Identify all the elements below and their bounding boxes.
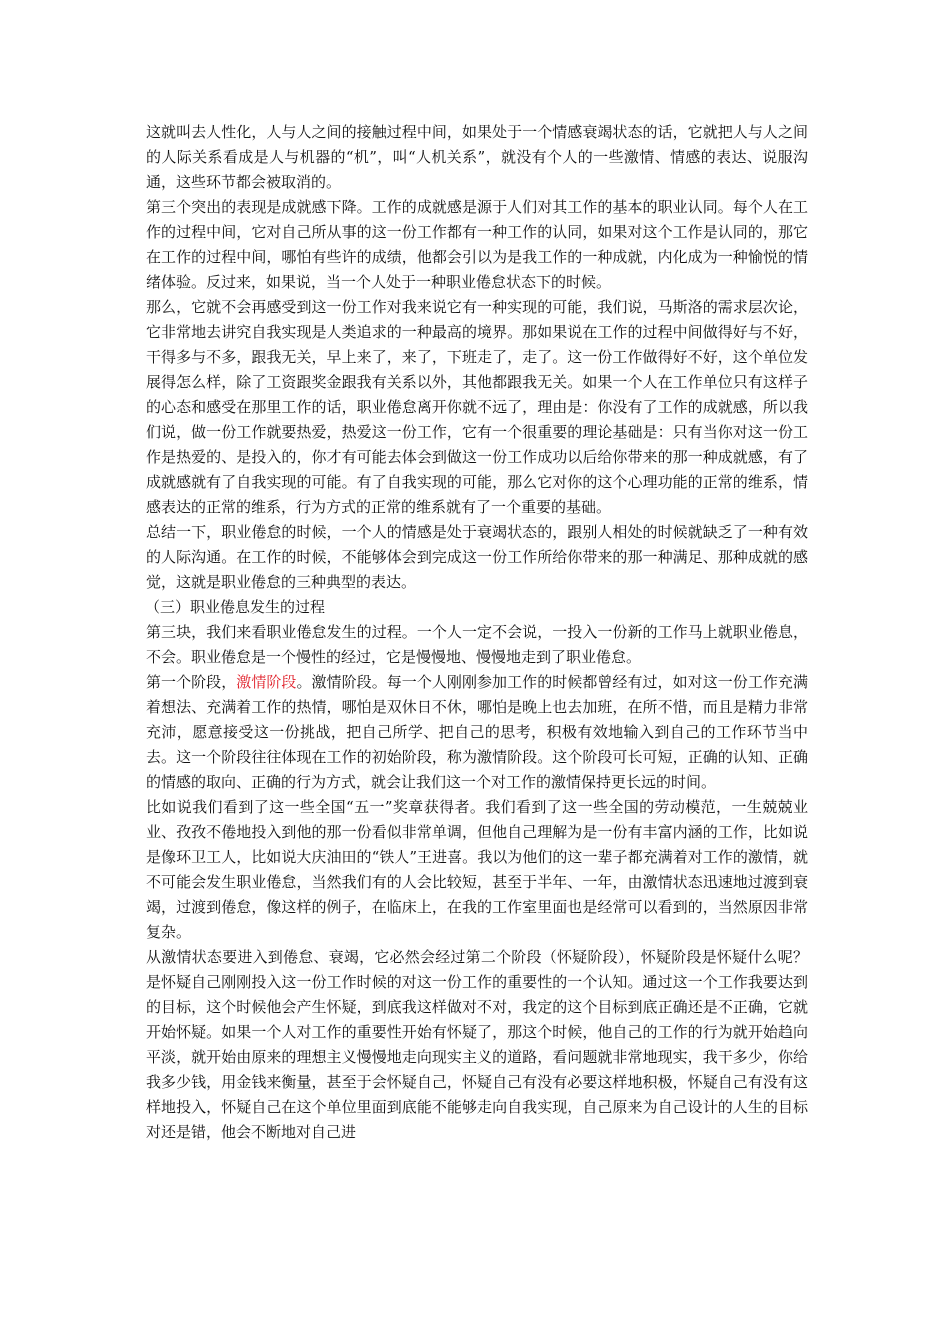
paragraph-process-intro: 第三块，我们来看职业倦怠发生的过程。一个人一定不会说，一投入一份新的工作马上就职业倦息，不会。职业倦怠是一个慢性的经过，它是慢慢地、慢慢地走到了职业倦怠。 bbox=[146, 623, 808, 666]
passion-stage-text: 。激情阶段。每一个人刚刚参加工作的时候都曾经有过，如对这一份工作充满着想法、充满着工作的热情，哪怕是双休日不休，哪怕是晚上也去加班，在所不惜，而且是精力非常充沛，愿意接受这一份挑战，把自己所学、把自己的思考，积极有效地输入到自己的工作环节当中去。这一个阶段往往体现在工作的初始阶段，称为激情阶段。这个阶段可长可短，正确的认知、正确的情感的取向、正确的行为方式，就会让我们这一个对工作的激情保持更长远的时间。 bbox=[146, 673, 808, 791]
paragraph-summary: 总结一下，职业倦怠的时候，一个人的情感是处于衰竭状态的，跟别人相处的时候就缺乏了一种有效的人际沟通。在工作的时候，不能够体会到完成这一份工作所给你带来的那一种满足、那种成就的感觉，这就是职业倦怠的三种典型的表达。 bbox=[146, 523, 808, 591]
paragraph-passion-stage bbox=[146, 670, 808, 795]
passion-stage-highlight: 激情阶段 bbox=[236, 673, 297, 691]
paragraph-doubt-stage: 从激情状态要进入到倦怠、衰竭，它必然会经过第二个阶段（怀疑阶段），怀疑阶段是怀疑什么呢？是怀疑自己刚刚投入这一份工作时候的对这一份工作的重要性的一个认知。通过这一个工作我要达到的目标，这个时候他会产生怀疑，到底我这样做对不对，我定的这个目标到底正确还是不正确，它就开始怀疑。如果一个人对工作的重要性开始有怀疑了，那这个时候，他自己的工作的行为就开始趋向平淡，就开始由原来的理想主义慢慢地走向现实主义的道路，看问题就非常地现实，我干多少，你给我多少钱，用金钱来衡量，甚至于会怀疑自己，怀疑自己有没有必要这样地积极，怀疑自己有没有这样地投入，怀疑自己在这个单位里面到底能不能够走向自我实现，自己原来为自己设计的人生的目标对还是错，他会不断地对自己进 bbox=[146, 948, 808, 1141]
passion-stage-prefix: 第一个阶段， bbox=[146, 673, 237, 691]
paragraph-achievement-decline: 第三个突出的表现是成就感下降。工作的成就感是源于人们对其工作的基本的职业认同。每个人在工作的过程中间，它对自己所从事的这一份工作都有一种工作的认同，如果对这个工作是认同的，那它在工作的过程中间，哪怕有些许的成绩，他都会引以为是我工作的一种成就，内化成为一种愉悦的情绪体验。反过来，如果说，当一个人处于一种职业倦怠状态下的时候。 bbox=[146, 198, 808, 291]
document-body bbox=[146, 120, 808, 1145]
paragraph-self-actualization: 那么，它就不会再感受到这一份工作对我来说它有一种实现的可能，我们说，马斯洛的需求层次论，它非常地去讲究自我实现是人类追求的一种最高的境界。那如果说在工作的过程中间做得好与不好，干得多与不多，跟我无关，早上来了，来了，下班走了，走了。这一份工作做得好不好，这个单位发展得怎么样，除了工资跟奖金跟我有关系以外，其他都跟我无关。如果一个人在工作单位只有这样子的心态和感受在那里工作的话，职业倦怠离开你就不远了，理由是：你没有了工作的成就感，所以我们说，做一份工作就要热爱，热爱这一份工作，它有一个很重要的理论基础是：只有当你对这一份工作是热爱的、是投入的，你才有可能去体会到做这一份工作成功以后给你带来的那一种成就感，有了成就感就有了自我实现的可能。有了自我实现的可能，那么它对你的这个心理功能的正常的维系，情感表达的正常的维系，行为方式的正常的维系就有了一个重要的基础。 bbox=[146, 298, 808, 516]
paragraph-model-workers: 比如说我们看到了这一些全国“五一”奖章获得者。我们看到了这一些全国的劳动模范，一生兢兢业业、孜孜不倦地投入到他的那一份看似非常单调，但他自己理解为是一份有丰富内涵的工作，比如说是像环卫工人，比如说大庆油田的“铁人”王进喜。我以为他们的这一辈子都充满着对工作的激情，就不可能会发生职业倦怠，当然我们有的人会比较短，甚至于半年、一年，由激情状态迅速地过渡到衰竭，过渡到倦怠，像这样的例子，在临床上，在我的工作室里面也是经常可以看到的，当然原因非常复杂。 bbox=[146, 798, 808, 941]
section-heading-burnout-process: （三）职业倦息发生的过程 bbox=[145, 598, 326, 616]
paragraph-dehumanization: 这就叫去人性化，人与人之间的接触过程中间，如果处于一个情感衰竭状态的话，它就把人与人之间的人际关系看成是人与机器的“机”，叫“人机关系”，就没有个人的一些激情、情感的表达、说服沟通，这些环节都会被取消的。 bbox=[146, 123, 808, 191]
